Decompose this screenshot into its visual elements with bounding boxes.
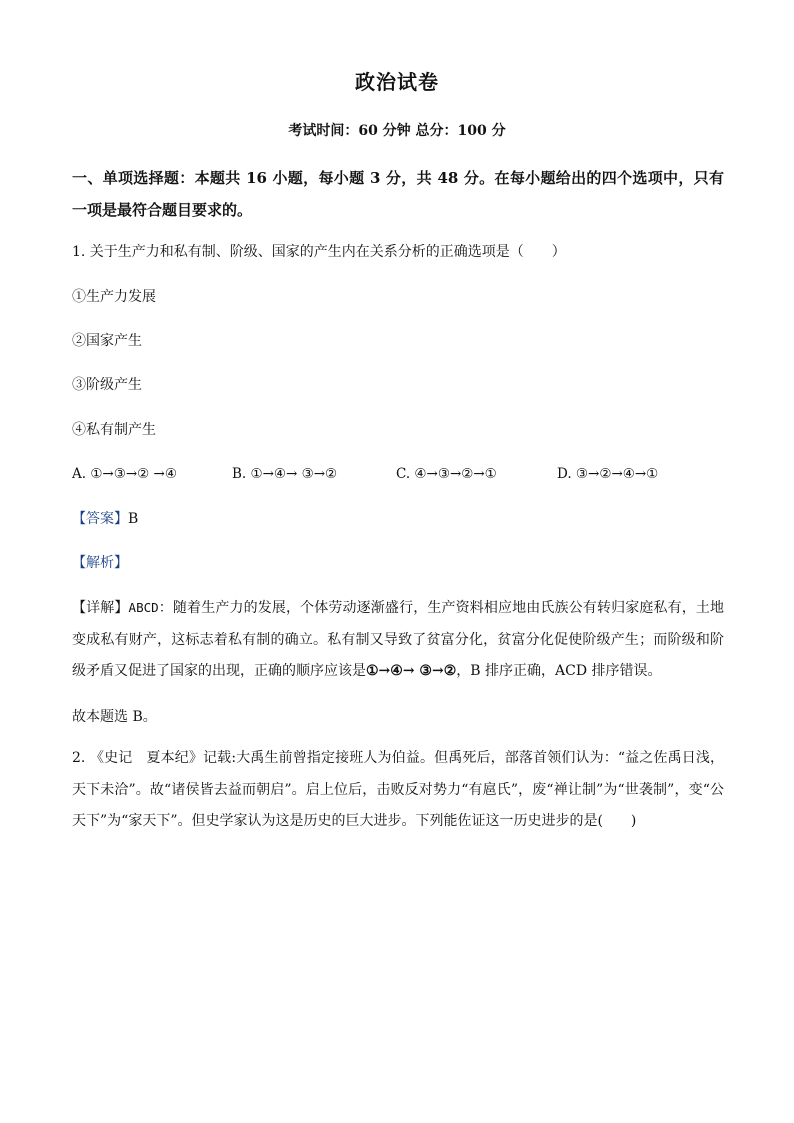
analysis-line bbox=[72, 547, 724, 579]
answer-value: B bbox=[128, 511, 139, 527]
question-1-option-d: D. ③→②→④→① bbox=[557, 466, 659, 482]
question-1-item-4: ④私有制产生 bbox=[72, 422, 156, 438]
answer-line bbox=[72, 503, 724, 535]
question-1-option-b: B. ①→④→ ③→② bbox=[232, 466, 338, 482]
page-title: 政治试卷 bbox=[355, 70, 439, 94]
conclusion-line: 故本题选 B。 bbox=[72, 709, 157, 725]
detail-text-2: ，B 排序正确，ACD 排序错误。 bbox=[456, 663, 662, 679]
question-1-item-1: ①生产力发展 bbox=[72, 289, 156, 305]
question-1-item-2: ②国家产生 bbox=[72, 333, 142, 349]
question-1-option-a: A. ①→③→② →④ bbox=[72, 466, 177, 482]
exam-info: 考试时间：60 分钟 总分：100 分 bbox=[288, 123, 506, 139]
detail-sequence: ①→④→ ③→② bbox=[366, 663, 457, 679]
detail-label: 【详解】 bbox=[72, 600, 129, 616]
detail-prefix: ABCD bbox=[128, 600, 159, 615]
question-1-item-3: ③阶级产生 bbox=[72, 377, 142, 393]
analysis-label: 【解析】 bbox=[72, 555, 128, 571]
question-1-stem: 1. 关于生产力和私有制、阶级、国家的产生内在关系分析的正确选项是（ ） bbox=[72, 244, 566, 260]
question-1-option-c: C. ④→③→②→① bbox=[396, 466, 497, 482]
detail-text-1: ：随着生产力的发展，个体劳动逐渐盛行，生产资料相应地由氏族公有转归家庭私有，土地变成私有财产，这标志着私有制的确立。私有制又导致了贫富分化，贫富分化促使阶级产生；而阶级和阶级矛盾又促进了国家的出现，正确的顺序应该是 bbox=[72, 600, 725, 679]
section-heading: 一、单项选择题：本题共 16 小题，每小题 3 分，共 48 分。在每小题给出的四个选项中，只有一项是最符合题目要求的。 bbox=[72, 169, 724, 219]
detail-paragraph bbox=[72, 592, 724, 688]
question-2-stem: 2. 《史记 夏本纪》记载:大禹生前曾指定接班人为伯益。但禹死后，部落首领们认为：“益之佐禹日浅，天下未洽”。故“诸侯皆去益而朝启”。启上位后，击败反对势力“有扈氏”，废“禅让制”为“世袭制”，变“公天下”为“家天下”。但史学家认为这是历史的巨大进步。下列能佐证这一历史进步的是( ) bbox=[72, 750, 724, 829]
answer-label: 【答案】 bbox=[72, 511, 128, 527]
